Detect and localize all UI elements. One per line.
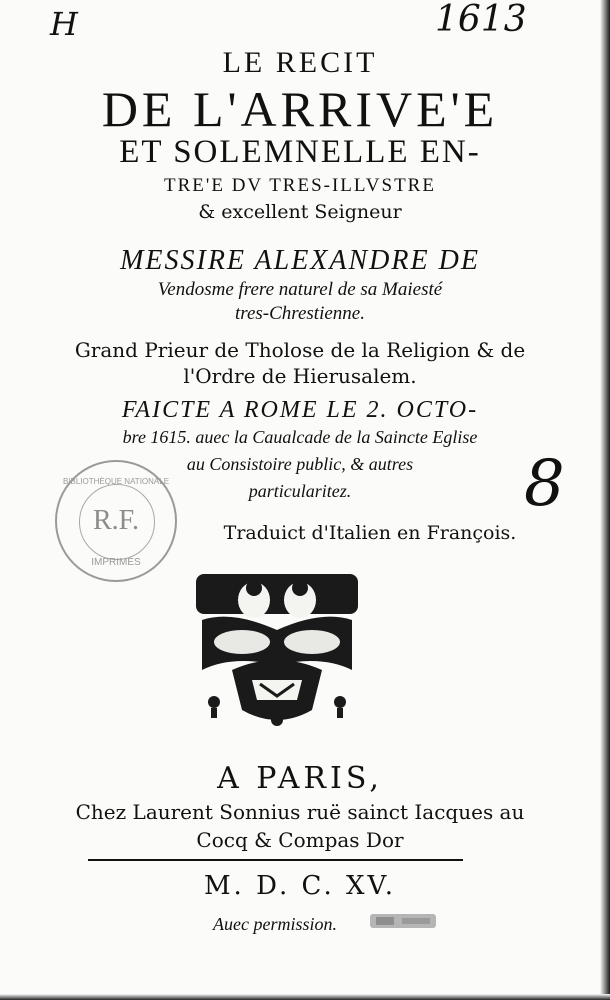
imprint-printer-line-2: Cocq & Compas Dor (196, 828, 404, 852)
privilege-note: Auec permission. (213, 914, 337, 934)
library-stamp (55, 460, 177, 582)
printers-ornament (192, 570, 362, 735)
imprint-printer-line-1: Chez Laurent Sonnius ruë sainct Iacques au (75, 800, 525, 824)
stamp-monogram: R.F. (92, 505, 139, 536)
office-line-1: Grand Prieur de Tholose de la Religion & de (74, 338, 526, 362)
stamp-top-text: BIBLIOTHÈQUE NATIONALE (62, 477, 170, 486)
person-line-3: tres-Chrestienne. (235, 303, 365, 324)
stamp-bottom-text: IMPRIMÉS (91, 557, 141, 568)
event-line-2: bre 1615. auec la Caualcade de la Saincte Eglise (122, 427, 478, 447)
person-line-2: Vendosme frere naturel de sa Maiesté (157, 279, 443, 300)
title-line-3: ET SOLEMNELLE EN- (119, 134, 481, 170)
imprint-rule (88, 859, 463, 861)
title-line-4: TRE'E DV TRES-ILLVSTRE (164, 175, 436, 196)
publication-year: M. D. C. XV. (203, 871, 397, 901)
event-line-1: FAICTE A ROME LE 2. OCTO- (121, 397, 479, 423)
office-line-2: l'Ordre de Hierusalem. (183, 364, 417, 388)
title-line-5: & excellent Seigneur (198, 201, 402, 223)
title-line-2: DE L'ARRIVE'E (101, 81, 499, 137)
shelfmark-annotation: H (50, 5, 78, 43)
margin-annotation: 8 (524, 447, 565, 521)
event-line-4: particularitez. (248, 481, 352, 501)
page-bottom-shadow (0, 994, 610, 1000)
person-line-1: MESSIRE ALEXANDRE DE (120, 245, 480, 276)
date-annotation: 1613 (435, 0, 527, 40)
page-edge-shadow (600, 0, 610, 1000)
event-line-3: au Consistoire public, & autres (186, 454, 414, 474)
erased-marks (368, 910, 438, 932)
title-line-1: LE RECIT (222, 46, 378, 79)
imprint-city: A PARIS, (217, 761, 383, 796)
translation-note: Traduict d'Italien en François. (223, 522, 517, 544)
